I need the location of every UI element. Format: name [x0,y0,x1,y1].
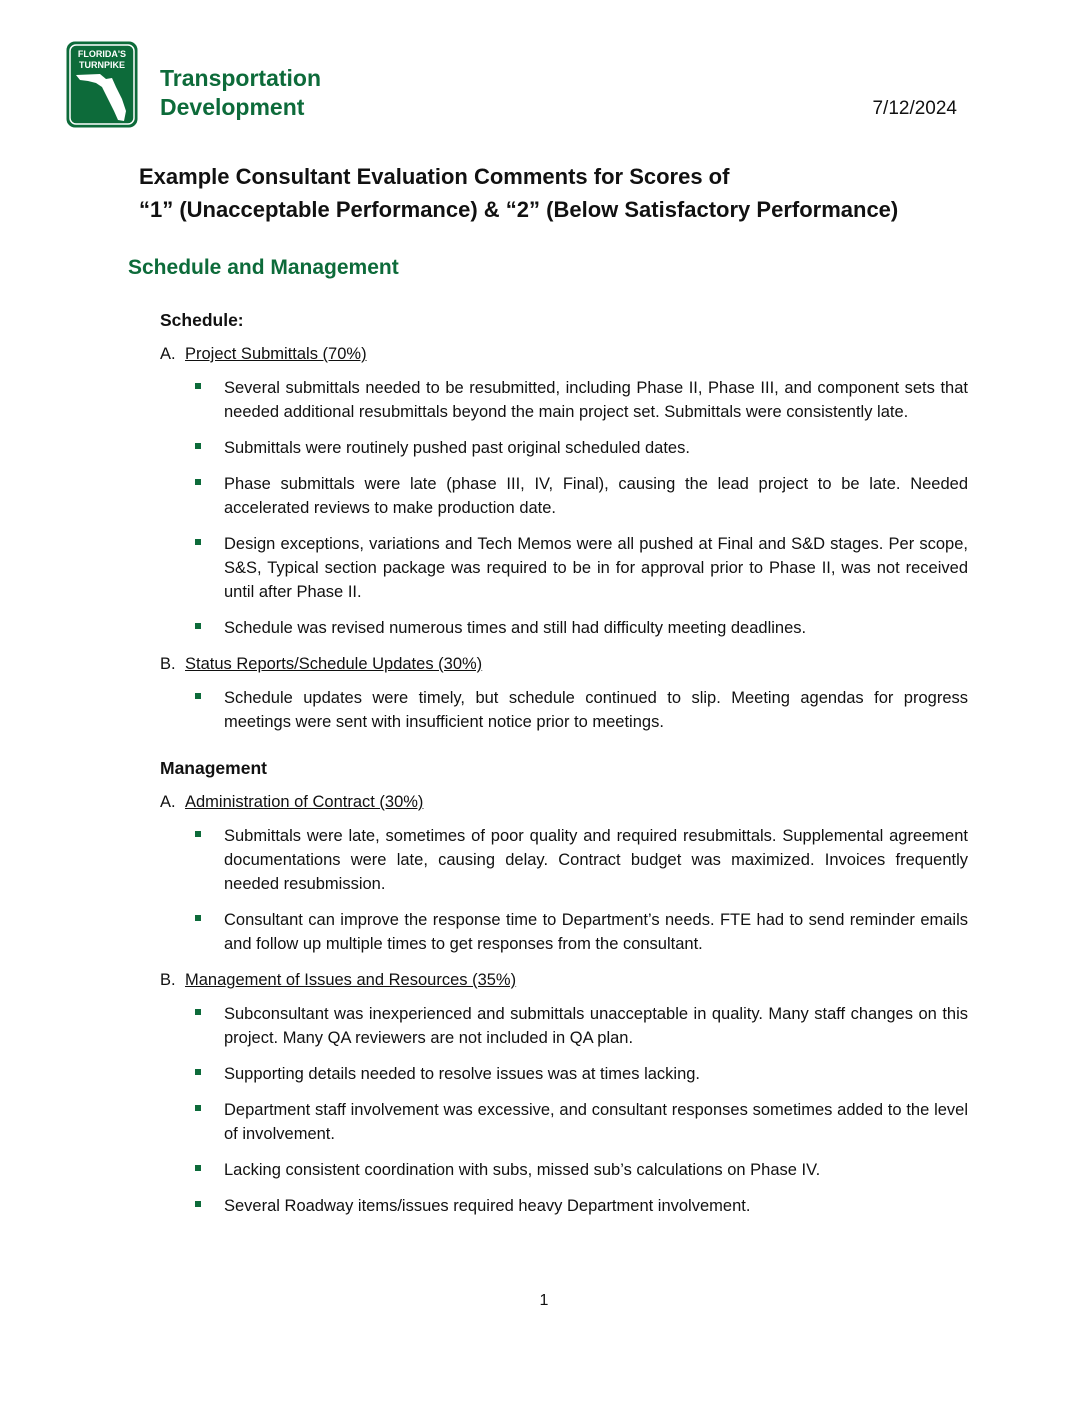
list-item: Several submittals needed to be resubmitted, including Phase II, Phase III, and component sets that needed additional resubmittals beyond the main project set. Submittals were consistently late. [160,376,968,424]
list-item: Submittals were routinely pushed past original scheduled dates. [160,436,968,460]
category-label: Management of Issues and Resources (35%) [185,971,517,989]
schedule-category-a [160,342,968,366]
title-line1: Example Consultant Evaluation Comments for Scores of [139,164,730,189]
list-item: Schedule updates were timely, but schedule continued to slip. Meeting agendas for progress meetings were sent with insufficient notice prior to meetings. [160,686,968,734]
page-number: 1 [539,1292,549,1309]
management-a-bullets [160,824,968,956]
management-heading: Management [160,758,267,778]
logo-text-line2: TURNPIKE [78,60,126,70]
brand-line2: Development [160,94,305,120]
management-b-bullets [160,1002,968,1218]
category-letter: B. [160,971,176,989]
schedule-a-bullets [160,376,968,640]
list-item: Subconsultant was inexperienced and submittals unacceptable in quality. Many staff changes on this project. Many QA reviewers are not included in QA plan. [160,1002,968,1050]
document-title [139,160,898,226]
document-date: 7/12/2024 [872,98,957,119]
category-label: Administration of Contract (30%) [185,793,424,811]
list-item: Consultant can improve the response time to Department’s needs. FTE had to send reminder emails and follow up multiple times to get responses from the consultant. [160,908,968,956]
category-label: Status Reports/Schedule Updates (30%) [185,655,483,673]
brand-line1: Transportation [160,65,322,91]
list-item: Schedule was revised numerous times and still had difficulty meeting deadlines. [160,616,968,640]
list-item: Supporting details needed to resolve issues was at times lacking. [160,1062,968,1086]
list-item: Submittals were late, sometimes of poor quality and required resubmittals. Supplemental agreement documentations were late, causing delay. Contract budget was maximized. Invoices frequently needed resubmission. [160,824,968,896]
category-letter: B. [160,655,176,673]
schedule-category-b [160,652,968,676]
management-category-a [160,790,968,814]
category-letter: A. [160,345,176,363]
management-category-b [160,968,968,992]
schedule-heading: Schedule: [160,310,244,330]
list-item: Design exceptions, variations and Tech Memos were all pushed at Final and S&D stages. Per scope, S&S, Typical section package was required to be in for approval prior to Phase II, was not received until after Phase II. [160,532,968,604]
brand-name [160,64,321,122]
turnpike-logo [66,41,138,128]
section-title: Schedule and Management [128,256,399,279]
logo-text-line1: FLORIDA'S [77,49,127,59]
category-label: Project Submittals (70%) [185,345,367,363]
list-item: Lacking consistent coordination with subs, missed sub’s calculations on Phase IV. [160,1158,968,1182]
schedule-b-bullets [160,686,968,734]
document-body [160,308,968,1230]
list-item: Phase submittals were late (phase III, IV, Final), causing the lead project to be late. Needed accelerated reviews to make production date. [160,472,968,520]
list-item: Several Roadway items/issues required heavy Department involvement. [160,1194,968,1218]
list-item: Department staff involvement was excessive, and consultant responses sometimes added to the level of involvement. [160,1098,968,1146]
title-line2: “1” (Unacceptable Performance) & “2” (Below Satisfactory Performance) [139,197,899,222]
category-letter: A. [160,793,176,811]
